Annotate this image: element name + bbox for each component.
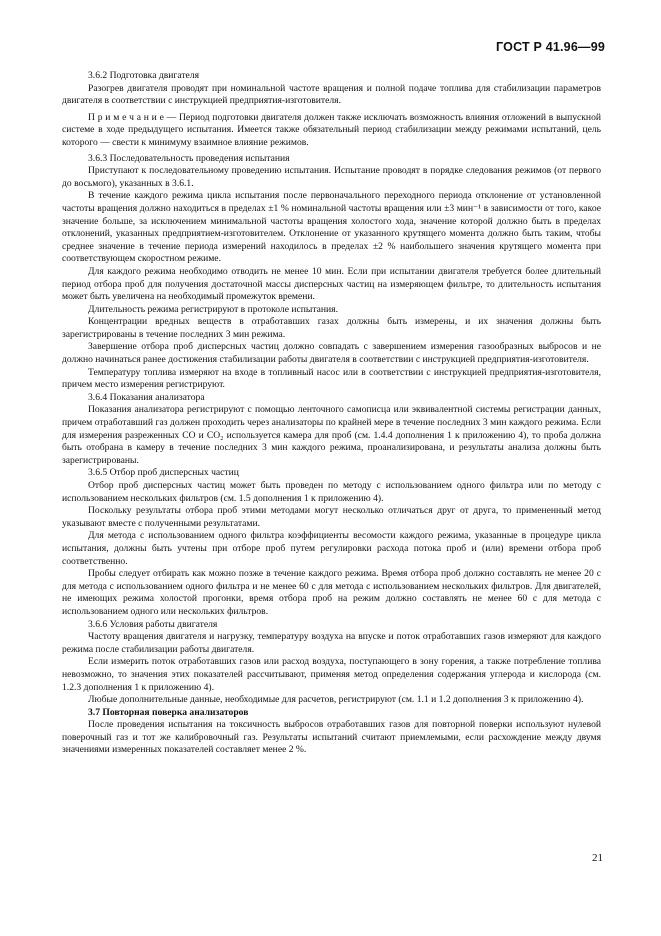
paragraph: Если измерить поток отработавших газов или расход воздуха, поступающего в зону горения, а также потребление топлива невозможно, то значения этих показателей рассчитывают, применяя метод определения содержания углерода и кислорода (см. 1.2.3 дополнения 1 к приложению 4). [62, 656, 601, 693]
section-heading-3-6-6: 3.6.6 Условия работы двигателя [88, 618, 218, 630]
section-heading-3-6-2: 3.6.2 Подготовка двигателя [88, 70, 199, 81]
paragraph: После проведения испытания на токсичность выбросов отработавших газов для повторной поверки используют нулевой поверочный газ и тот же калибровочный газ. Результаты испытаний считают приемлемыми, если расхождение между двумя значениями измеренных показателей составляет менее 2 %. [62, 719, 601, 756]
section-heading-3-6-4: 3.6.4 Показания анализатора [88, 391, 205, 403]
paragraph: Отбор проб дисперсных частиц может быть проведен по методу с использованием одного фильтра или по методу с использованием нескольких фильтров (см. 1.5 дополнения 1 к приложению 4). [62, 480, 601, 504]
paragraph: Показания анализатора регистрируют с помощью ленточного самописца или эквивалентной системы регистрации данных, причем отработавший газ должен проходить через анализаторы по крайней мере в течение последних 3 мин каждого режима. Если для измерения разреженных CO и CO₂ используется камера для проб (см. 1.4.4 дополнения 1 к приложению 4), то проба должна быть отобрана в камеру в течение последних 3 мин каждого режима, проанализирована, и результаты анализа должны быть зарегистрированы. [62, 404, 601, 466]
paragraph: Приступают к последовательному проведению испытания. Испытание проводят в порядке следования режимов (от первого до восьмого), указанных в 3.6.1. [62, 165, 601, 189]
page-number: 21 [592, 852, 603, 864]
paragraph: Пробы следует отбирать как можно позже в течение каждого режима. Время отбора проб должно составлять не менее 20 с для метода с использованием одного фильтра и не менее 60 с для метода с использованием нескольких фильтров. Для двигателей, не имеющих режима холостой прогонки, время отбора проб на режим должно составлять не менее 60 с для метода с использованием одного или нескольких фильтров. [62, 568, 601, 617]
paragraph: Для каждого режима необходимо отводить не менее 10 мин. Если при испытании двигателя требуется более длительный период отбора проб для получения достаточной массы дисперсных частиц на измеряющем фильтре, то длительность испытания может быть увеличена на необходимый промежуток времени. [62, 265, 601, 303]
section-heading-3-6-5: 3.6.5 Отбор проб дисперсных частиц [88, 467, 239, 479]
document-id: ГОСТ Р 41.96—99 [496, 40, 605, 54]
paragraph: Завершение отбора проб дисперсных частиц должно совпадать с завершением измерения газообразных выбросов и не должно начинаться ранее достижения стабилизации работы двигателя в соответствии с инструкцией предприятия-изготовителя. [62, 341, 601, 366]
paragraph: Разогрев двигателя проводят при номинальной частоте вращения и полной подаче топлива для стабилизации параметров двигателя в соответствии с инструкцией предприятия-изготовителя. [62, 82, 601, 107]
note-paragraph: П р и м е ч а н и е — Период подготовки двигателя должен также исключать возможность влияния отложений в выпускной системе в ходе предыдущего испытания. Имеется также обязательный период стабилизации между режимами испытаний, цель которого — свести к минимуму взаимное влияние режимов. [62, 111, 601, 148]
document-body [62, 70, 601, 757]
section-heading-3-6-3: 3.6.3 Последовательность проведения испытания [88, 152, 290, 164]
paragraph: Температуру топлива измеряют на входе в топливный насос или в соответствии с инструкцией предприятия-изготовителя, причем место измерения регистрируют. [62, 366, 601, 391]
paragraph: Концентрации вредных веществ в отработавших газах должны быть измерены, и их значения должны быть зарегистрированы в течение последних 3 мин режима. [62, 316, 601, 340]
paragraph: Для метода с использованием одного фильтра коэффициенты весомости каждого режима, указанные в процедуре цикла испытания, должны быть учтены при отборе проб путем регулировки расхода потока проб и (или) времени отбора проб соответственно. [62, 530, 601, 567]
paragraph: Поскольку результаты отбора проб этими методами могут несколько отличаться друг от друга, то примененный метод указывают вместе с полученными результатами. [62, 505, 601, 529]
section-heading-3-7: 3.7 Повторная поверка анализаторов [88, 706, 249, 718]
paragraph: Частоту вращения двигателя и нагрузку, температуру воздуха на впуске и поток отработавших газов измеряют для каждого режима после стабилизации работы двигателя. [62, 631, 601, 655]
paragraph: В течение каждого режима цикла испытания после первоначального переходного периода отклонение от установленной частоты вращения должно находиться в пределах ±1 % номинальной частоты вращения или ±3 мин⁻¹ в зависимости от того, какое значение больше, за исключением минимальной частоты вращения холостого хода, значение которой должно быть в пределах отклонений, указанных предприятием-изготовителем. Отклонение от указанного крутящего момента должно быть таким, чтобы среднее значение в течение периода измерений находилось в пределах ±2 % наибольшего значения крутящего момента при соответствующем скоростном режиме. [62, 190, 601, 265]
paragraph: Любые дополнительные данные, необходимые для расчетов, регистрируют (см. 1.1 и 1.2 дополнения 3 к приложению 4). [88, 694, 584, 706]
paragraph: Длительность режима регистрируют в протоколе испытания. [88, 303, 338, 315]
